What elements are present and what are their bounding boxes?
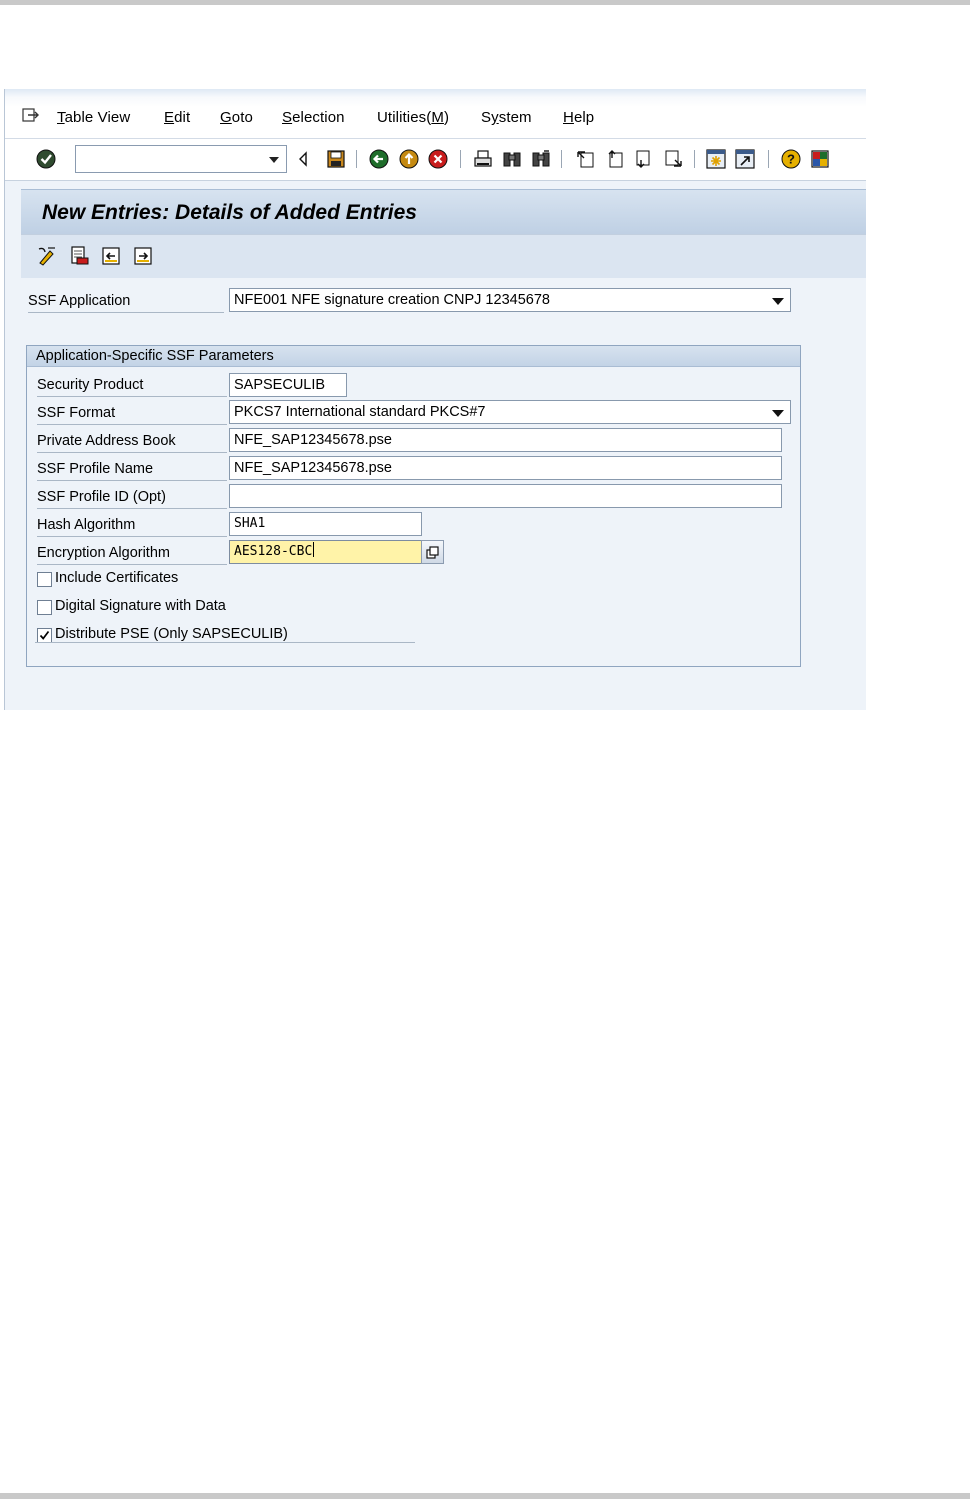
back-arrow-icon[interactable]: [292, 148, 314, 170]
hash-algorithm-label: Hash Algorithm: [37, 513, 227, 537]
help-icon[interactable]: [780, 148, 802, 170]
value-help-button[interactable]: [421, 540, 444, 564]
encryption-algorithm-label: Encryption Algorithm: [37, 541, 227, 565]
ssf-application-select[interactable]: [229, 288, 791, 312]
encryption-algorithm-input[interactable]: AES128-CBC: [229, 540, 422, 564]
last-page-icon[interactable]: [662, 148, 684, 170]
new-session-icon[interactable]: [705, 148, 727, 170]
group-title: Application-Specific SSF Parameters: [36, 348, 274, 364]
find-next-icon[interactable]: [530, 148, 552, 170]
menu-system[interactable]: System: [481, 109, 532, 126]
cancel-icon[interactable]: [427, 148, 449, 170]
ssf-application-label: SSF Application: [28, 289, 224, 313]
menu-bar: [5, 89, 866, 139]
back-icon[interactable]: [368, 148, 390, 170]
security-product-input[interactable]: SAPSECULIB: [229, 373, 347, 397]
distribute-pse-option[interactable]: [37, 624, 417, 648]
distribute-pse-label: Distribute PSE (Only SAPSECULIB): [55, 626, 288, 642]
command-field[interactable]: [75, 145, 287, 173]
toolbar-separator: [694, 150, 695, 168]
command-field-dropdown-icon[interactable]: [269, 157, 279, 163]
menu-goto[interactable]: Goto: [220, 109, 253, 126]
next-entry-icon[interactable]: [132, 245, 154, 267]
save-icon[interactable]: [325, 148, 347, 170]
menu-edit[interactable]: Edit: [164, 109, 191, 126]
ssf-format-dropdown-icon[interactable]: [772, 410, 784, 417]
previous-entry-icon[interactable]: [100, 245, 122, 267]
digital-signature-label: Digital Signature with Data: [55, 598, 226, 614]
value-help-icon: [426, 546, 440, 559]
private-address-book-label: Private Address Book: [37, 429, 227, 453]
ssf-parameters-group: [26, 345, 801, 667]
digital-signature-checkbox[interactable]: [37, 600, 52, 615]
text-cursor: [313, 542, 314, 557]
toolbar-separator: [768, 150, 769, 168]
include-certificates-checkbox[interactable]: [37, 572, 52, 587]
sap-window: [4, 89, 866, 710]
toolbar-separator: [356, 150, 357, 168]
checkmark-icon: [39, 630, 50, 641]
include-certificates-option[interactable]: [37, 568, 337, 592]
system-menu-icon[interactable]: [22, 108, 40, 122]
ssf-application-value: NFE001 NFE signature creation CNPJ 12345678: [234, 292, 550, 308]
ssf-format-select[interactable]: PKCS7 International standard PKCS#7: [229, 400, 791, 424]
standard-toolbar: [5, 139, 866, 181]
ssf-profile-name-input[interactable]: NFE_SAP12345678.pse: [229, 456, 782, 480]
previous-page-icon[interactable]: [604, 148, 626, 170]
ssf-profile-id-label: SSF Profile ID (Opt): [37, 485, 227, 509]
title-panel: [21, 189, 866, 277]
first-page-icon[interactable]: [575, 148, 597, 170]
toolbar-separator: [460, 150, 461, 168]
ssf-format-label: SSF Format: [37, 401, 227, 425]
change-display-icon[interactable]: [36, 245, 58, 267]
security-product-label: Security Product: [37, 373, 227, 397]
menu-selection[interactable]: Selection: [282, 109, 345, 126]
title-bar: [21, 190, 866, 234]
ssf-profile-name-label: SSF Profile Name: [37, 457, 227, 481]
distribute-pse-checkbox[interactable]: [37, 628, 52, 643]
digital-signature-option[interactable]: [37, 596, 337, 620]
page-bottom-rule: [0, 1493, 970, 1499]
page-top-rule: [0, 0, 970, 5]
menu-help[interactable]: Help: [563, 109, 595, 126]
toolbar-separator: [561, 150, 562, 168]
checkbox-divider: [35, 642, 415, 643]
svg-text:?: ?: [787, 151, 795, 167]
menu-utilities[interactable]: Utilities(M): [377, 109, 450, 126]
include-certificates-label: Include Certificates: [55, 570, 179, 586]
ssf-application-dropdown-icon[interactable]: [772, 298, 784, 305]
exit-icon[interactable]: [398, 148, 420, 170]
next-page-icon[interactable]: [633, 148, 655, 170]
application-toolbar: [21, 234, 866, 278]
menu-table-view[interactable]: Table View: [57, 109, 131, 126]
private-address-book-input[interactable]: NFE_SAP12345678.pse: [229, 428, 782, 452]
enter-icon[interactable]: [35, 148, 57, 170]
ssf-profile-id-input[interactable]: [229, 484, 782, 508]
page-title: New Entries: Details of Added Entries: [42, 201, 417, 224]
find-icon[interactable]: [501, 148, 523, 170]
layout-menu-icon[interactable]: [809, 148, 831, 170]
delete-icon[interactable]: [68, 245, 90, 267]
print-icon[interactable]: [472, 148, 494, 170]
group-header: [27, 346, 800, 367]
shortcut-icon[interactable]: [734, 148, 756, 170]
hash-algorithm-input[interactable]: SHA1: [229, 512, 422, 536]
